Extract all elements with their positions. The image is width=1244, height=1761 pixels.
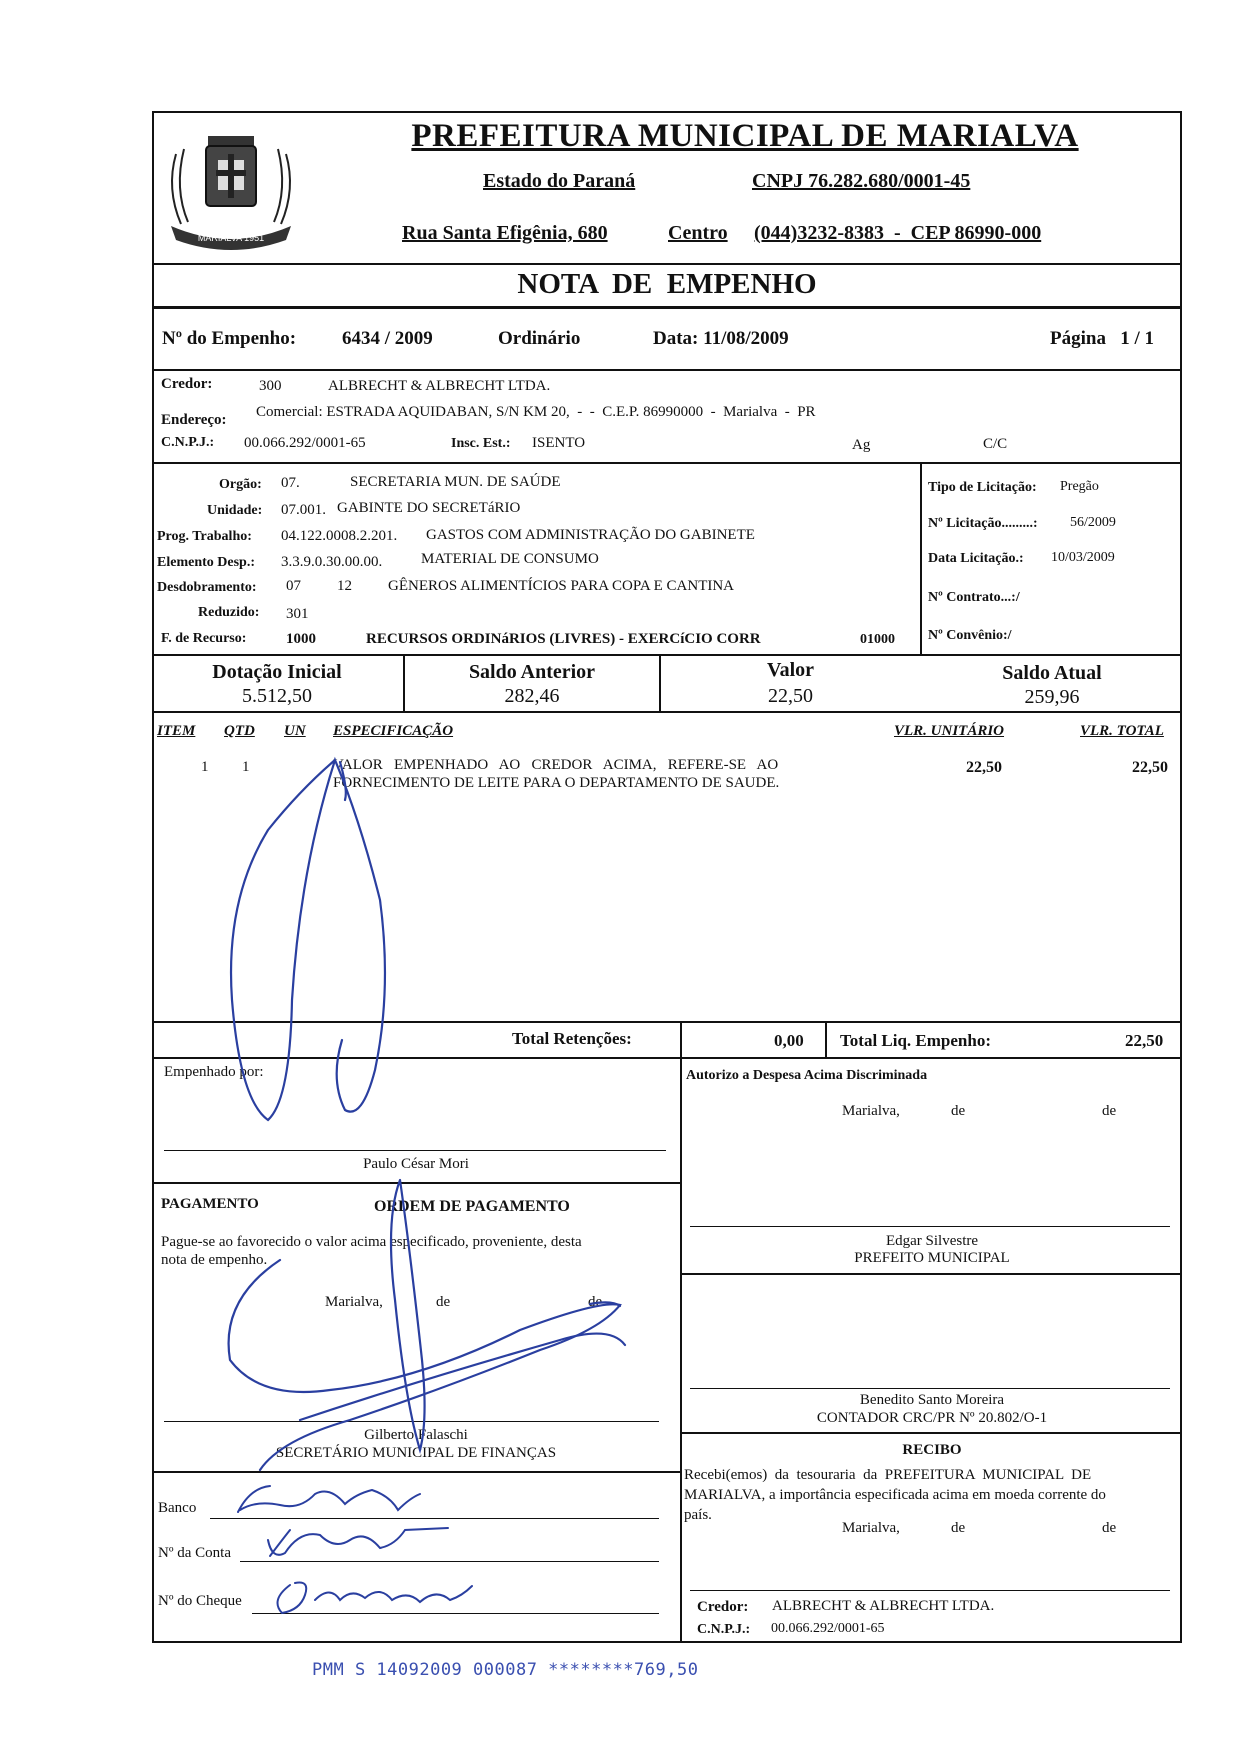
saldo-anterior-value: 282,46	[504, 685, 560, 707]
orgao-code: 07.	[281, 475, 300, 491]
municipality-district: Centro	[668, 222, 728, 244]
unidade-name: GABINTE DO SECRETáRIO	[337, 500, 521, 516]
empenhado-signer: Paulo César Mori	[363, 1156, 469, 1172]
contador-role: CONTADOR CRC/PR Nº 20.802/O-1	[816, 1410, 1048, 1426]
row-spec-line2: FORNECIMENTO DE LEITE PARA O DEPARTAMENTO DE SAUDE.	[333, 775, 780, 791]
autorizo-city: Marialva,	[842, 1103, 900, 1119]
endereco-label: Endereço:	[161, 412, 227, 428]
recibo-cnpj: 00.066.292/0001-65	[771, 1621, 885, 1636]
orgao-name: SECRETARIA MUN. DE SAÚDE	[350, 474, 561, 490]
recurso-name: RECURSOS ORDINáRIOS (LIVRES) - EXERCíCIO CORR	[366, 631, 761, 647]
elemento-label: Elemento Desp.:	[157, 555, 255, 570]
prefeito-role: PREFEITO MUNICIPAL	[854, 1250, 1010, 1266]
row-qtd: 1	[242, 759, 250, 775]
unidade-code: 07.001.	[281, 502, 326, 518]
row-spec-line1: VALOR EMPENHADO AO CREDOR ACIMA, REFERE-SE AO	[333, 757, 779, 773]
state-label: Estado do Paraná	[483, 170, 636, 192]
pagamento-city: Marialva,	[325, 1294, 383, 1310]
reduzido-label: Reduzido:	[198, 605, 260, 620]
valor-label: Valor	[766, 659, 815, 681]
recibo-de1: de	[951, 1520, 966, 1536]
financas-role: SECRETÁRIO MUNICIPAL DE FINANÇAS	[275, 1445, 557, 1461]
credor-cnpj: 00.066.292/0001-65	[244, 435, 366, 451]
row-vlr-total: 22,50	[1132, 759, 1168, 776]
ordem-pagamento-label: ORDEM DE PAGAMENTO	[374, 1198, 570, 1215]
page-number: Página 1 / 1	[1050, 328, 1154, 349]
desdobramento-a: 07	[286, 578, 301, 594]
col-un: UN	[284, 723, 306, 739]
elemento-name: MATERIAL DE CONSUMO	[421, 551, 599, 567]
banco-label: Banco	[158, 1500, 197, 1516]
insc-value: ISENTO	[532, 435, 586, 451]
saldo-atual-value: 259,96	[1024, 686, 1080, 708]
recibo-cnpj-label: C.N.P.J.:	[697, 1622, 751, 1637]
licitacao-numero-label: Nº Licitação.........:	[928, 516, 1038, 531]
recibo-city: Marialva,	[842, 1520, 900, 1536]
retencoes-label: Total Retenções:	[512, 1029, 632, 1048]
municipality-address: Rua Santa Efigênia, 680	[402, 222, 608, 244]
pagamento-de1: de	[436, 1294, 451, 1310]
liquido-value: 22,50	[1125, 1031, 1164, 1050]
row-item: 1	[201, 759, 209, 775]
ag-label: Ag	[852, 437, 871, 453]
financas-signer: Gilberto Falaschi	[364, 1427, 468, 1443]
licitacao-data: 10/03/2009	[1051, 550, 1115, 565]
liquido-label: Total Liq. Empenho:	[840, 1031, 991, 1050]
contrato-label: Nº Contrato...:/	[928, 590, 1020, 605]
pagamento-text-line1: Pague-se ao favorecido o valor acima especificado, proveniente, desta	[161, 1234, 582, 1250]
document-title: NOTA DE EMPENHO	[517, 268, 817, 300]
autorizo-label: Autorizo a Despesa Acima Discriminada	[686, 1068, 928, 1083]
recibo-credor-label: Credor:	[697, 1599, 749, 1615]
orgao-label: Orgão:	[219, 477, 262, 492]
col-qtd: QTD	[224, 723, 255, 739]
desdobramento-label: Desdobramento:	[157, 580, 257, 595]
empenho-number: 6434 / 2009	[342, 328, 433, 349]
pagamento-text-line2: nota de empenho.	[161, 1252, 268, 1268]
credor-cnpj-label: C.N.P.J.:	[161, 435, 215, 450]
retencoes-value: 0,00	[774, 1031, 804, 1050]
col-vlr-total: VLR. TOTAL	[1080, 723, 1164, 739]
saldo-atual-label: Saldo Atual	[1002, 662, 1102, 684]
licitacao-numero: 56/2009	[1070, 515, 1116, 530]
col-vlr-unitario: VLR. UNITÁRIO	[894, 723, 1005, 739]
row-vlr-unitario: 22,50	[966, 759, 1002, 776]
pagamento-label: PAGAMENTO	[161, 1196, 259, 1212]
prog-trabalho-label: Prog. Trabalho:	[157, 529, 252, 544]
valor-value: 22,50	[768, 685, 813, 707]
contador-signer: Benedito Santo Moreira	[859, 1392, 1005, 1408]
saldo-anterior-label: Saldo Anterior	[468, 661, 596, 683]
empenho-date: Data: 11/08/2009	[653, 328, 789, 349]
recurso-code: 1000	[286, 631, 316, 647]
recibo-title: RECIBO	[902, 1442, 962, 1458]
credor-address: Comercial: ESTRADA AQUIDABAN, S/N KM 20, - - C.E.P. 86990000 - Marialva - PR	[256, 404, 816, 420]
cheque-label: Nº do Cheque	[158, 1593, 242, 1609]
cash-register-stamp: PMM S 14092009 000087 ********769,50	[312, 1660, 699, 1680]
empenho-label: Nº do Empenho:	[162, 328, 297, 349]
tipo-licitacao-label: Tipo de Licitação:	[928, 480, 1037, 495]
prog-trabalho-name: GASTOS COM ADMINISTRAÇÃO DO GABINETE	[426, 527, 755, 543]
credor-name: ALBRECHT & ALBRECHT LTDA.	[328, 378, 551, 394]
recurso-extra: 01000	[860, 632, 895, 647]
licitacao-data-label: Data Licitação.:	[928, 551, 1024, 566]
prog-trabalho-code: 04.122.0008.2.201.	[281, 528, 398, 544]
credor-label: Credor:	[161, 376, 213, 392]
municipality-cnpj: CNPJ 76.282.680/0001-45	[752, 170, 971, 192]
recibo-credor: ALBRECHT & ALBRECHT LTDA.	[772, 1598, 995, 1614]
recibo-text-line2: MARIALVA, a importância especificada acima em moeda corrente do	[684, 1487, 1106, 1503]
empenhado-label: Empenhado por:	[164, 1064, 264, 1080]
credor-code: 300	[259, 378, 282, 394]
autorizo-de1: de	[951, 1103, 966, 1119]
dotacao-value: 5.512,50	[242, 685, 312, 707]
desdobramento-name: GÊNEROS ALIMENTÍCIOS PARA COPA E CANTINA	[388, 578, 735, 594]
dotacao-label: Dotação Inicial	[212, 661, 342, 683]
insc-label: Insc. Est.:	[451, 436, 511, 451]
empenho-type: Ordinário	[498, 328, 581, 349]
recibo-text-line3: país.	[684, 1507, 712, 1523]
recurso-label: F. de Recurso:	[161, 631, 247, 646]
conta-label: Nº da Conta	[158, 1545, 231, 1561]
reduzido-value: 301	[286, 606, 309, 622]
prefeito-signer: Edgar Silvestre	[885, 1233, 979, 1249]
recibo-de2: de	[1102, 1520, 1117, 1536]
municipality-phone-cep: (044)3232-8383 - CEP 86990-000	[754, 222, 1042, 244]
convenio-label: Nº Convênio:/	[928, 628, 1012, 643]
recibo-text-line1: Recebi(emos) da tesouraria da PREFEITURA MUNICIPAL DE	[684, 1467, 1092, 1483]
tipo-licitacao: Pregão	[1060, 479, 1099, 494]
svg-text:MARIALVA 1951: MARIALVA 1951	[197, 233, 265, 243]
unidade-label: Unidade:	[207, 503, 263, 518]
coat-of-arms	[156, 114, 306, 260]
col-item: ITEM	[157, 723, 196, 739]
municipality-title: PREFEITURA MUNICIPAL DE MARIALVA	[411, 118, 1079, 154]
desdobramento-b: 12	[337, 578, 352, 594]
pagamento-de2: de	[588, 1294, 603, 1310]
cc-label: C/C	[983, 436, 1008, 452]
col-especificacao: ESPECIFICAÇÃO	[333, 723, 454, 739]
autorizo-de2: de	[1102, 1103, 1117, 1119]
elemento-code: 3.3.9.0.30.00.00.	[281, 554, 383, 570]
